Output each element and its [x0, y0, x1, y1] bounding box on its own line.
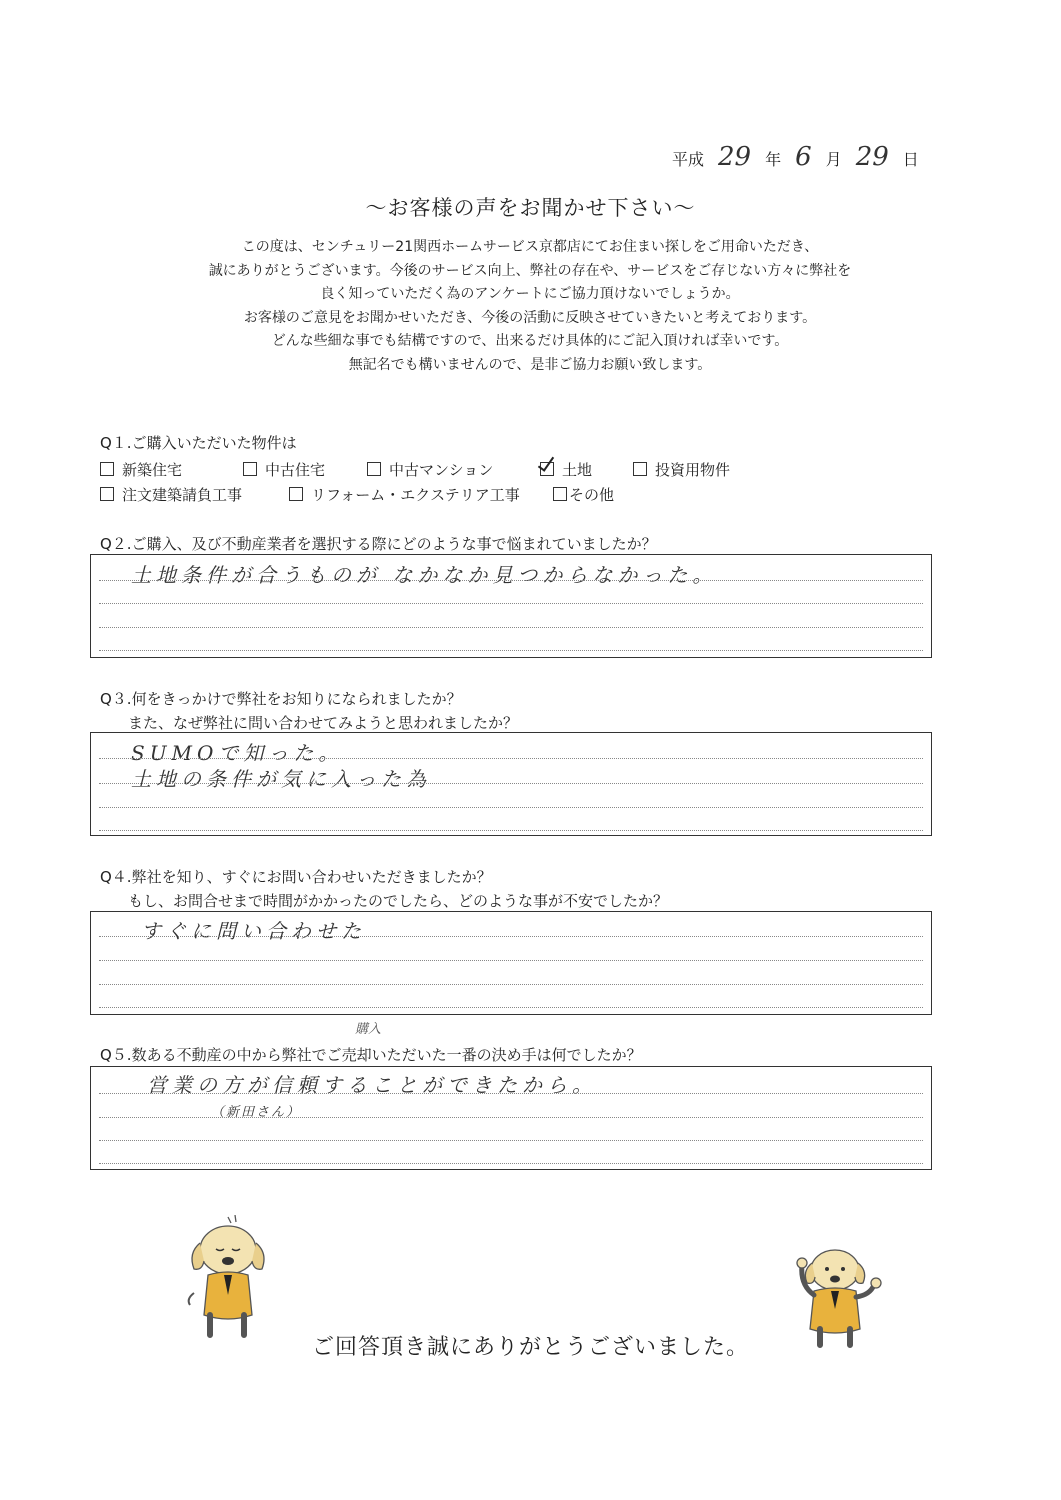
- year-value: 29: [718, 142, 752, 172]
- q3-question-sub: また、なぜ弊社に問い合わせてみようと思われましたか？: [128, 714, 519, 732]
- option-label: 投資用物件: [655, 461, 731, 479]
- year-label: 年: [765, 150, 782, 169]
- option-label: 注文建築請負工事: [122, 486, 243, 504]
- q3-question: Q３.何をきっかけで弊社をお知りになられましたか？: [100, 690, 462, 708]
- checkbox[interactable]: [100, 462, 114, 476]
- answer-rule: [99, 807, 923, 808]
- option-label: 中古マンション: [389, 461, 494, 479]
- intro-text: [80, 236, 980, 377]
- answer-rule: [99, 830, 923, 831]
- answer-rule: [99, 1140, 923, 1141]
- intro-line: どんな些細な事でも結構ですので、出来るだけ具体的にご記入頂ければ幸いです。: [271, 333, 789, 349]
- page-title: 〜お客様の声をお聞かせ下さい〜: [365, 196, 696, 220]
- answer-rule: [99, 960, 923, 961]
- option-label: 中古住宅: [265, 461, 326, 479]
- answer-rule: [99, 936, 923, 937]
- checkbox[interactable]: [289, 487, 303, 501]
- checkbox[interactable]: [553, 487, 567, 501]
- bowing-dog-mascot-icon: [180, 1215, 275, 1340]
- answer-rule: [99, 580, 923, 581]
- q4-answer-box[interactable]: [90, 911, 932, 1015]
- q1-option-new-house[interactable]: [100, 459, 182, 480]
- q1-option-used-mansion[interactable]: [367, 459, 493, 480]
- q2-answer-box[interactable]: [90, 554, 932, 658]
- q5-answer-note: （新田さん）: [211, 1105, 302, 1120]
- month-label: 月: [825, 150, 842, 169]
- checkbox[interactable]: [367, 462, 381, 476]
- answer-rule: [99, 758, 923, 759]
- answer-rule: [99, 984, 923, 985]
- intro-line: お客様のご意見をお聞かせいただき、今後の活動に反映させていきたいと考えております。: [243, 309, 817, 326]
- checkbox[interactable]: [100, 487, 114, 501]
- day-value: 29: [855, 142, 889, 172]
- option-label: その他: [569, 486, 615, 504]
- answer-rule: [99, 1117, 923, 1118]
- answer-rule: [99, 1093, 923, 1094]
- era-label: 平成: [672, 150, 705, 169]
- q5-correction: 購入: [355, 1022, 382, 1037]
- q1-option-custom-build[interactable]: [100, 484, 242, 505]
- option-label: 土地: [562, 461, 593, 479]
- intro-line: この度は、センチュリー21関西ホームサービス京都店にてお住まい探しをご用命いただき、: [241, 239, 819, 255]
- q1-option-used-house[interactable]: [243, 459, 325, 480]
- answer-rule: [99, 1007, 923, 1008]
- answer-rule: [99, 650, 923, 651]
- month-value: 6: [795, 142, 812, 172]
- q2-answer-line: 土地条件が合うものが なかなか見つからなかった。: [131, 563, 718, 587]
- q1-question: Q１.ご購入いただいた物件は: [100, 434, 297, 452]
- intro-line: 良く知っていただく為のアンケートにご協力頂けないでしょうか。: [320, 286, 740, 302]
- q3-answer-line: SUMOで知った。: [131, 741, 344, 765]
- q4-question: Q４.弊社を知り、すぐにお問い合わせいただきましたか？: [100, 868, 492, 886]
- thanks-message: ご回答頂き誠にありがとうございました。: [311, 1335, 749, 1360]
- checkbox[interactable]: [633, 462, 647, 476]
- q1-option-reform[interactable]: [289, 484, 520, 505]
- q5-answer-line: 営業の方が信頼することができたから。: [147, 1073, 597, 1097]
- q4-question-sub: もし、お問合せまで時間がかかったのでしたら、どのような事が不安でしたか？: [128, 892, 669, 910]
- q5-question: Q５.数ある不動産の中から弊社でご売却いただいた一番の決め手は何でしたか？: [100, 1046, 642, 1064]
- intro-line: 無記名でも構いませんので、是非ご協力お願い致します。: [348, 356, 712, 373]
- q1-option-other[interactable]: [553, 484, 614, 505]
- q5-answer-box[interactable]: [90, 1066, 932, 1170]
- q3-answer-line: 土地の条件が気に入った為: [131, 767, 431, 791]
- answer-rule: [99, 1163, 923, 1164]
- day-label: 日: [902, 150, 919, 169]
- q4-answer-line: すぐに問い合わせた: [141, 919, 366, 943]
- answer-rule: [99, 603, 923, 604]
- checkbox-checked[interactable]: [540, 462, 554, 476]
- answer-rule: [99, 783, 923, 784]
- q1-option-land[interactable]: [540, 459, 592, 480]
- q1-option-investment[interactable]: [633, 459, 730, 480]
- q3-answer-box[interactable]: [90, 732, 932, 836]
- checkbox[interactable]: [243, 462, 257, 476]
- intro-line: 誠にありがとうございます。今後のサービス向上、弊社の存在や、サービスをご存じない方々に弊社を: [208, 262, 852, 279]
- q2-question: Q２.ご購入、及び不動産業者を選択する際にどのような事で悩まれていましたか？: [100, 535, 657, 553]
- survey-date: [672, 142, 919, 172]
- option-label: 新築住宅: [122, 461, 183, 479]
- option-label: リフォーム・エクステリア工事: [311, 486, 520, 504]
- answer-rule: [99, 627, 923, 628]
